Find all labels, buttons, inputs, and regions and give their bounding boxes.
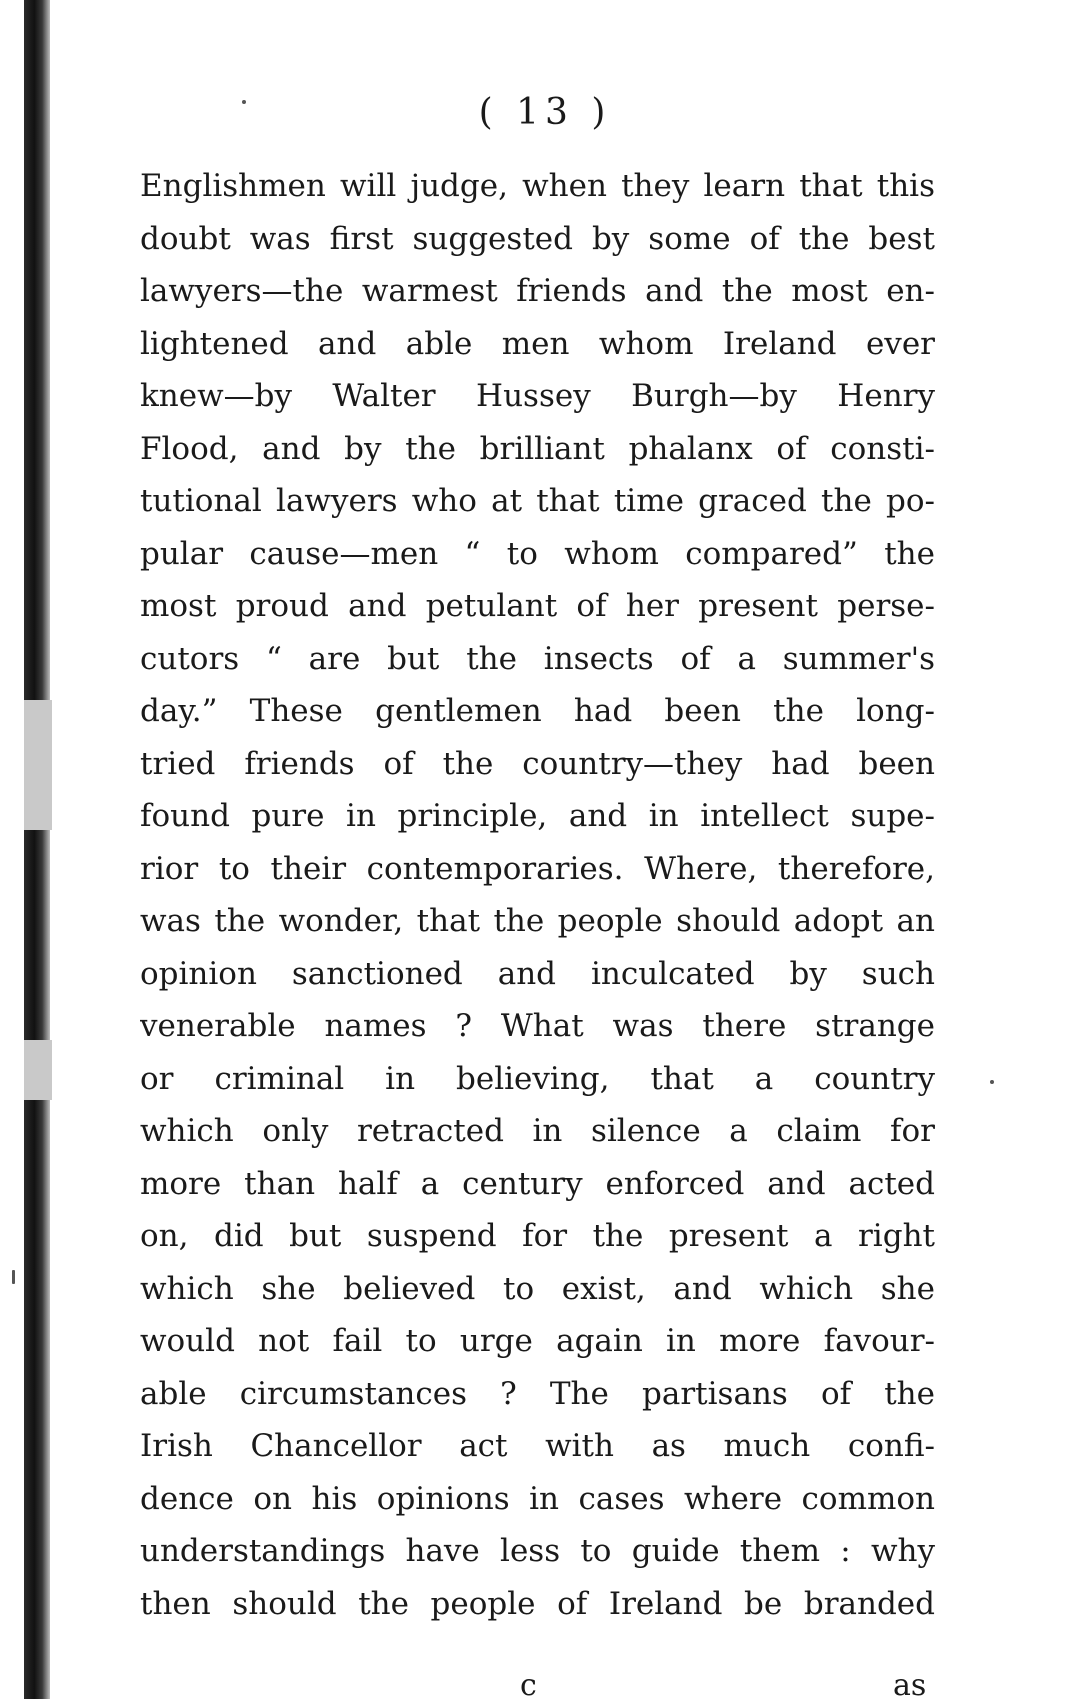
text-line: which only retracted in silence a claim for: [140, 1113, 935, 1149]
text-line: Irish Chancellor act with as much confi-: [140, 1428, 935, 1464]
text-line: rior to their contemporaries. Where, therefore,: [140, 850, 935, 887]
body-text: [140, 160, 935, 1630]
text-line: on, did but suspend for the present a right: [140, 1218, 935, 1254]
text-line: which she believed to exist, and which she: [140, 1270, 935, 1307]
text-line: day.” These gentlemen had been the long-: [140, 693, 935, 729]
text-line: dence on his opinions in cases where common: [140, 1480, 935, 1517]
text-line: most proud and petulant of her present perse-: [140, 588, 935, 624]
page-number: ( 13 ): [478, 92, 612, 133]
text-line: lightened and able men whom Ireland ever: [140, 325, 935, 362]
text-line: tutional lawyers who at that time graced the po-: [140, 483, 935, 519]
text-line: lawyers—the warmest friends and the most en-: [140, 273, 935, 309]
speck: [12, 1270, 15, 1284]
text-line: then should the people of Ireland be branded: [140, 1585, 935, 1622]
signature-mark: c: [520, 1668, 537, 1703]
speck: [990, 1080, 994, 1084]
text-line: would not fail to urge again in more favour-: [140, 1323, 935, 1359]
text-line: or criminal in believing, that a country: [140, 1060, 935, 1097]
text-line: cutors “ are but the insects of a summer's: [140, 640, 935, 677]
binding-gap: [24, 700, 52, 830]
text-line: venerable names ? What was there strange: [140, 1008, 935, 1044]
text-line: knew—by Walter Hussey Burgh—by Henry: [140, 378, 935, 414]
text-line: found pure in principle, and in intellect supe-: [140, 798, 935, 834]
text-line: pular cause—men “ to whom compared” the: [140, 535, 935, 572]
text-line: opinion sanctioned and inculcated by such: [140, 955, 935, 992]
text-line: able circumstances ? The partisans of the: [140, 1375, 935, 1412]
text-line: Englishmen will judge, when they learn that this: [140, 168, 935, 204]
text-line: more than half a century enforced and acted: [140, 1165, 935, 1202]
text-line: tried friends of the country—they had been: [140, 745, 935, 782]
binding-gap: [24, 1040, 52, 1100]
text-line: doubt was first suggested by some of the best: [140, 220, 935, 257]
text-line: was the wonder, that the people should adopt an: [140, 903, 935, 939]
text-line: understandings have less to guide them : why: [140, 1533, 935, 1569]
text-line: Flood, and by the brilliant phalanx of consti-: [140, 430, 935, 467]
binding-edge: [24, 0, 50, 1699]
catchword: as: [893, 1668, 927, 1703]
